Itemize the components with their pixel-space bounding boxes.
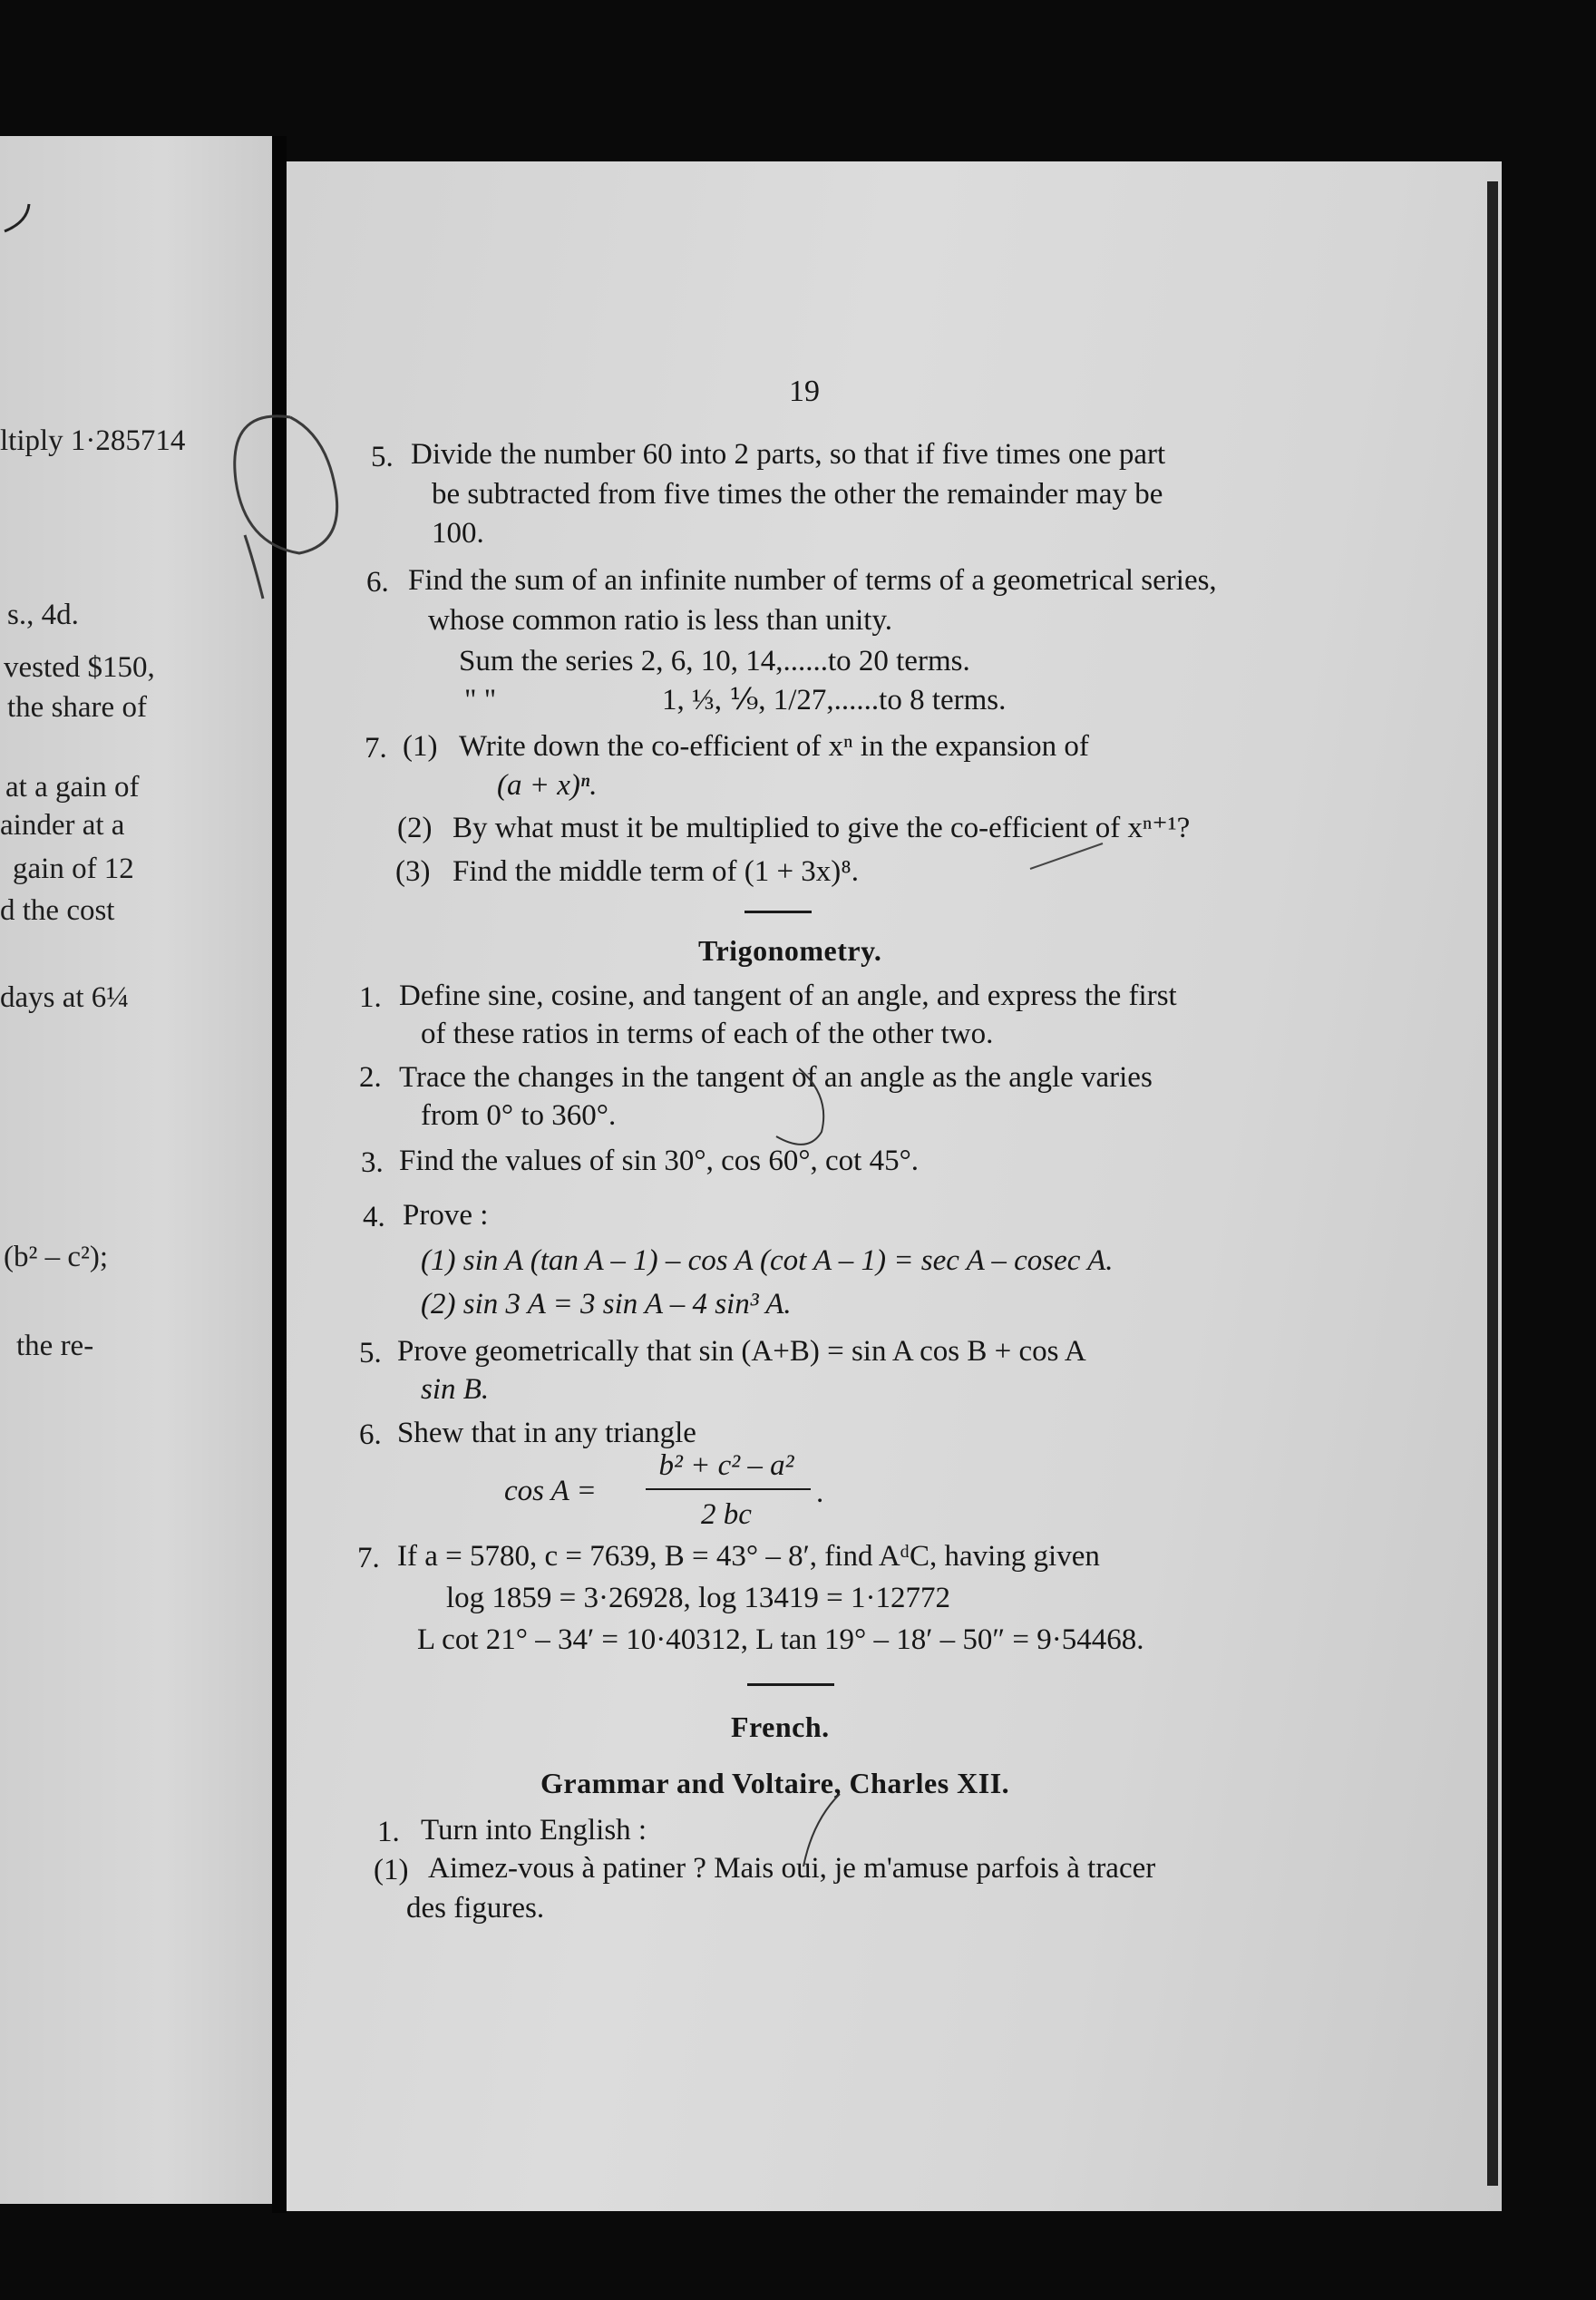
left-page-line: at a gain of bbox=[5, 771, 140, 804]
question-text: Write down the co-efficient of xⁿ in the expansion of bbox=[459, 730, 1089, 763]
page-number: 19 bbox=[789, 375, 820, 408]
math-expression: (2) sin 3 A = 3 sin A – 4 sin³ A. bbox=[421, 1288, 792, 1321]
math-expression: (a + x)ⁿ. bbox=[497, 769, 598, 802]
sub-question-label: (1) bbox=[374, 1854, 409, 1886]
question-text: sin B. bbox=[421, 1373, 490, 1406]
question-text: Aimez-vous à patiner ? Mais oui, je m'amuse parfois à tracer bbox=[428, 1852, 1156, 1885]
sub-question-label: (1) bbox=[403, 730, 438, 763]
sub-question-label: (3) bbox=[395, 855, 431, 888]
fraction-denominator: 2 bc bbox=[701, 1498, 752, 1531]
question-text: Trace the changes in the tangent of an angle as the angle varies bbox=[399, 1061, 1153, 1094]
question-text: By what must it be multiplied to give the co-efficient of xⁿ⁺¹? bbox=[453, 812, 1191, 844]
left-page-line: ainder at a bbox=[0, 809, 125, 842]
question-number: 2. bbox=[359, 1061, 382, 1094]
left-page-line: ltiply 1·285714 bbox=[0, 424, 186, 457]
left-page-line: the re- bbox=[16, 1330, 94, 1362]
section-heading-french: French. bbox=[731, 1710, 830, 1743]
question-text: be subtracted from five times the other the remainder may be bbox=[432, 478, 1163, 511]
question-number: 7. bbox=[365, 732, 387, 765]
left-page-line: vested $150, bbox=[4, 651, 155, 684]
punctuation: . bbox=[816, 1476, 824, 1509]
question-text: Define sine, cosine, and tangent of an angle, and express the first bbox=[399, 979, 1177, 1012]
question-text: of these ratios in terms of each of the other two. bbox=[421, 1018, 994, 1050]
question-number: 6. bbox=[366, 566, 389, 599]
section-subheading: Grammar and Voltaire, Charles XII. bbox=[540, 1767, 1010, 1799]
question-text: whose common ratio is less than unity. bbox=[428, 604, 893, 637]
question-number: 5. bbox=[359, 1337, 382, 1369]
question-number: 1. bbox=[377, 1816, 400, 1848]
left-page-line: the share of bbox=[7, 691, 147, 724]
sub-question-label: (2) bbox=[397, 812, 433, 844]
pencil-marks-icon bbox=[287, 161, 1502, 2211]
question-text: 1, ⅓, ⅑, 1/27,......to 8 terms. bbox=[662, 684, 1007, 716]
section-heading-trigonometry: Trigonometry. bbox=[698, 934, 882, 967]
ditto-marks: " " bbox=[464, 684, 497, 716]
question-text: Find the middle term of (1 + 3x)⁸. bbox=[453, 855, 860, 888]
left-page-line: gain of 12 bbox=[13, 853, 134, 885]
question-text: Sum the series 2, 6, 10, 14,......to 20 terms. bbox=[459, 645, 970, 677]
question-text: 100. bbox=[432, 517, 484, 550]
question-number: 4. bbox=[363, 1201, 385, 1233]
question-number: 6. bbox=[359, 1418, 382, 1451]
fraction-numerator: b² + c² – a² bbox=[658, 1449, 794, 1482]
question-number: 5. bbox=[371, 441, 394, 473]
question-text: Shew that in any triangle bbox=[397, 1417, 696, 1449]
left-page-line: s., 4d. bbox=[7, 599, 79, 631]
exam-page bbox=[287, 161, 1502, 2211]
question-text: des figures. bbox=[406, 1892, 545, 1925]
question-text: Prove : bbox=[403, 1199, 489, 1232]
left-page-line: d the cost bbox=[0, 894, 115, 927]
question-text: Find the values of sin 30°, cos 60°, cot 45°. bbox=[399, 1145, 920, 1177]
left-page-line: (b² – c²); bbox=[4, 1241, 109, 1273]
question-number: 1. bbox=[359, 981, 382, 1014]
circle-annotation-icon bbox=[190, 399, 354, 617]
question-number: 7. bbox=[357, 1542, 380, 1574]
math-expression: log 1859 = 3·26928, log 13419 = 1·12772 bbox=[446, 1582, 951, 1614]
question-text: If a = 5780, c = 7639, B = 43° – 8′, find AᵈC, having given bbox=[397, 1540, 1100, 1573]
left-page-line: days at 6¼ bbox=[0, 981, 130, 1014]
page-edge bbox=[1487, 181, 1498, 2186]
math-expression: L cot 21° – 34′ = 10·40312, L tan 19° – 18′ – 50″ = 9·54468. bbox=[417, 1623, 1144, 1656]
question-text: Turn into English : bbox=[421, 1814, 647, 1847]
math-expression: (1) sin A (tan A – 1) – cos A (cot A – 1) = sec A – cosec A. bbox=[421, 1244, 1114, 1277]
question-text: from 0° to 360°. bbox=[421, 1099, 617, 1132]
question-text: Find the sum of an infinite number of terms of a geometrical series, bbox=[408, 564, 1217, 597]
math-expression: cos A = bbox=[504, 1475, 597, 1507]
question-number: 3. bbox=[361, 1146, 384, 1179]
question-text: Divide the number 60 into 2 parts, so that if five times one part bbox=[411, 438, 1166, 471]
question-text: Prove geometrically that sin (A+B) = sin A cos B + cos A bbox=[397, 1335, 1086, 1368]
